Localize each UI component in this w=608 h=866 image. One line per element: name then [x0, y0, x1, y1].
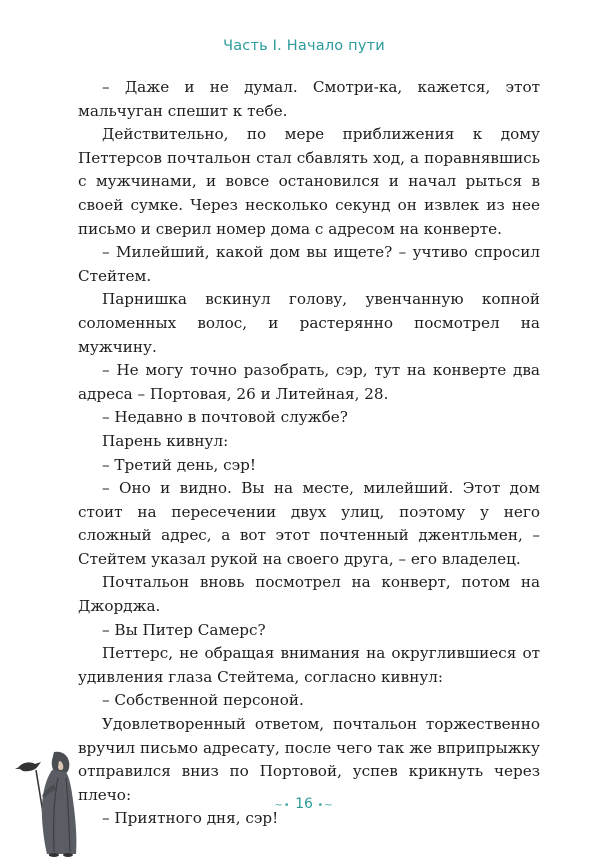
body-text	[78, 76, 540, 831]
paragraph: – Оно и видно. Вы на месте, милейший. Этот дом стоит на пересечении двух улиц, поэтому у него сложный адрес, а вот этот почтенный джентльмен, – Стейтем указал рукой на своего друга, – его владелец.	[78, 479, 540, 568]
paragraph: – Не могу точно разобрать, сэр, тут на конверте два адреса – Портовая, 26 и Литейная, 28.	[78, 361, 540, 403]
paragraph: – Даже и не думал. Смотри-ка, кажется, этот мальчуган спешит к тебе.	[78, 78, 540, 120]
paragraph: – Недавно в почтовой службе?	[102, 408, 348, 427]
paragraph: – Вы Питер Самерс?	[102, 620, 266, 639]
paragraph: Почтальон вновь посмотрел на конверт, потом на Джорджа.	[78, 573, 540, 616]
paragraph: – Собственной персоной.	[102, 691, 304, 710]
paragraph: – Третий день, сэр!	[102, 455, 256, 474]
page-number	[0, 796, 608, 812]
paragraph: – Приятного дня, сэр!	[102, 809, 279, 828]
paragraph: Парнишка вскинул голову, увенчанную копной соломенных волос, и растерянно посмотрел на мужчину.	[78, 290, 540, 356]
paragraph: – Милейший, какой дом вы ищете? – учтиво спросил Стейтем.	[78, 243, 540, 285]
ornament-left: ~•	[274, 800, 291, 811]
paragraph: Действительно, по мере приближения к дому Петтерсов почтальон стал сбавлять ход, а поравнявшись с мужчинами, и вовсе остановился и начал рыться в своей сумке. Через несколько секунд он извлек из нее письмо и сверил номер дома с адресом на конверте.	[78, 125, 540, 238]
ornament-right: •~	[317, 800, 334, 811]
running-header: Часть I. Начало пути	[223, 38, 385, 54]
paragraph: Парень кивнул:	[102, 431, 229, 450]
paragraph: Удовлетворенный ответом, почтальон торжественно вручил письмо адресату, после чего так же вприпрыжку отправился вниз по Портовой, успев крикнуть через плечо:	[78, 715, 540, 804]
paragraph: Петтерс, не обращая внимания на округлившиеся от удивления глаза Стейтема, согласно кивнул:	[78, 644, 540, 686]
page-number-value: 16	[295, 796, 313, 812]
